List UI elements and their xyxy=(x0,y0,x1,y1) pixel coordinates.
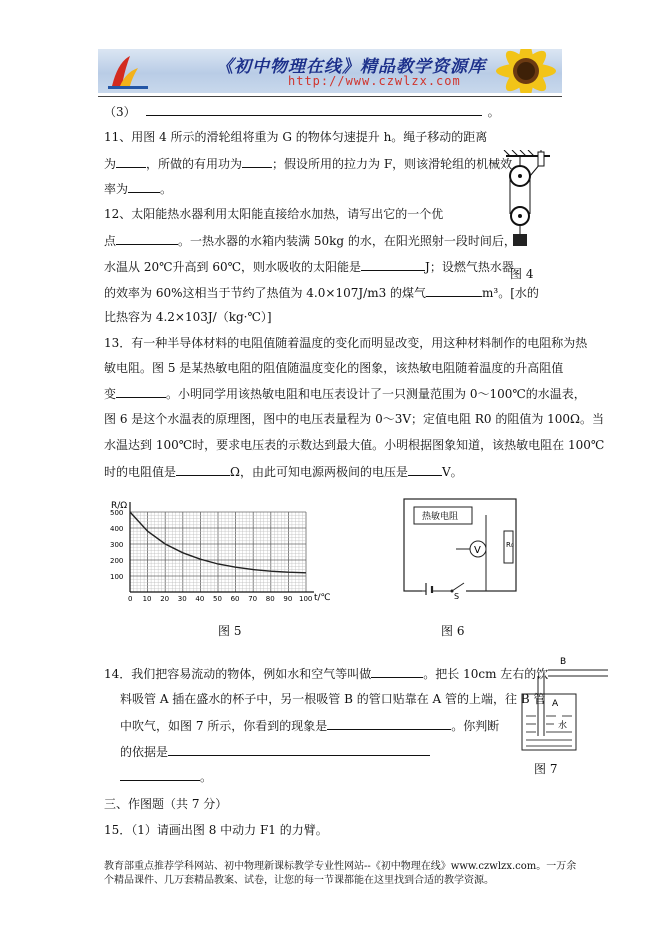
switch-label: S xyxy=(454,592,460,599)
x-tick-label: 20 xyxy=(160,595,170,603)
chart-grid xyxy=(130,512,306,592)
section3-heading: 三、作图题（共 7 分） xyxy=(104,797,228,811)
cup xyxy=(522,694,576,750)
q14-line5: 。 xyxy=(120,768,212,785)
q13-line5: 水温达到 100℃时，要求电压表的示数达到最大值。小明根据图象知道，该热敏电阻在 100℃ xyxy=(104,438,605,452)
header-banner xyxy=(98,49,562,93)
straw-b-label: B xyxy=(560,657,567,667)
x-tick-label: 30 xyxy=(177,595,187,603)
answer-blank[interactable] xyxy=(361,258,425,271)
thermistor-label: 热敏电阻 xyxy=(422,512,459,522)
q12-line2: 点 。一热水器的水箱内装满 50kg 的水，在阳光照射一段时间后， xyxy=(104,234,516,248)
x-axis-label: t/℃ xyxy=(314,593,331,603)
q13-line6: 时的电阻值是 Ω，由此可知电源两极间的电压是 V。 xyxy=(104,465,463,479)
q14-line1: 14．我们把容易流动的物体，例如水和空气等叫做 。把长 10cm 左右的饮 xyxy=(104,667,549,681)
answer-blank[interactable] xyxy=(371,665,423,678)
answer-blank[interactable] xyxy=(242,155,272,168)
q13-line3: 变 。小明同学用该热敏电阻和电压表设计了一只测量范围为 0～100℃的水温表， xyxy=(104,387,586,401)
x-tick-label: 60 xyxy=(230,595,240,603)
q14-line3: 中吹气，如图 7 所示，你看到的现象是 。你判断 xyxy=(120,719,500,733)
answer-blank[interactable] xyxy=(128,180,160,193)
answer-blank[interactable] xyxy=(408,463,442,476)
y-tick-label: 100 xyxy=(110,573,124,581)
answer-blank[interactable] xyxy=(168,743,430,756)
q13-line1: 13．有一种半导体材料的电阻值随着温度的变化而明显改变，用这种材料制作的电阻称为热 xyxy=(104,336,588,350)
x-tick-label: 40 xyxy=(195,595,205,603)
x-tick-label: 0 xyxy=(128,595,133,603)
voltmeter-label: V xyxy=(474,545,481,556)
answer-blank[interactable] xyxy=(146,103,482,116)
sunflower-icon xyxy=(474,49,562,93)
answer-blank[interactable] xyxy=(327,717,451,730)
header-rule xyxy=(98,96,562,97)
q14-line2: 料吸管 A 插在盛水的杯子中，另一根吸管 B 的管口贴靠在 A 管的上端，往 B 管 xyxy=(120,692,546,706)
fig6-circuit-diagram xyxy=(402,497,520,599)
x-tick-label: 50 xyxy=(213,595,222,603)
q13-line2: 敏电阻。图 5 是某热敏电阻的阻值随温度变化的图象，该热敏电阻随着温度的升高阻值 xyxy=(104,361,564,375)
site-logo-icon xyxy=(104,52,152,90)
q12-line1: 12、太阳能热水器利用太阳能直接给水加热，请写出它的一个优 xyxy=(104,207,444,221)
y-tick-label: 500 xyxy=(110,509,124,517)
q11-line2: 为 ，所做的有用功为 ；假设所用的拉力为 F，则该滑轮组的机械效 xyxy=(104,157,513,171)
q11-line1: 11、用图 4 所示的滑轮组将重为 G 的物体匀速提升 h。绳子移动的距离 xyxy=(104,130,488,144)
banner-title: 《初中物理在线》精品教学资源库 xyxy=(216,57,486,77)
q12-line4: 的效率为 60%这相当于节约了热值为 4.0×107J/m3 的煤气 m³。[水的 xyxy=(104,286,539,300)
straw-a-label: A xyxy=(552,699,559,709)
fig5-resistance-temperature-graph xyxy=(108,492,340,610)
answer-blank[interactable] xyxy=(116,155,146,168)
answer-blank[interactable] xyxy=(116,385,166,398)
footer-line2: 个精品课件、几万套精品教案、试卷，让您的每一节课都能在这里找到合适的教学资源。 xyxy=(104,875,494,886)
x-tick-label: 90 xyxy=(283,595,293,603)
fig4-caption: 图 4 xyxy=(510,267,534,281)
y-tick-label: 200 xyxy=(110,557,124,565)
footer-line1: 教育部重点推荐学科网站、初中物理新课标教学专业性网站--《初中物理在线》www.czwlzx.com。一万余 xyxy=(104,861,577,872)
q12-line3: 水温从 20℃升高到 60℃，则水吸收的太阳能是 J；设燃气热水器 xyxy=(104,260,514,274)
q11-line3: 率为 。 xyxy=(104,182,173,196)
y-tick-label: 400 xyxy=(110,525,124,533)
fig7-straw-cup-diagram xyxy=(518,654,610,754)
q13-line4: 图 6 是这个水温表的原理图，图中的电压表量程为 0～3V；定值电阻 R0 的阻值为 100Ω。当 xyxy=(104,412,604,426)
x-tick-label: 70 xyxy=(248,595,258,603)
x-tick-label: 80 xyxy=(265,595,275,603)
answer-blank[interactable] xyxy=(116,232,178,245)
r0-label: R₀ xyxy=(506,541,514,549)
fig5-caption: 图 5 xyxy=(218,624,242,638)
banner-url[interactable]: http://www.czwlzx.com xyxy=(288,74,461,88)
answer-blank[interactable] xyxy=(176,463,230,476)
answer-blank[interactable] xyxy=(426,284,482,297)
y-axis-label: R/Ω xyxy=(111,501,128,511)
q12-line5: 比热容为 4.2×103J/（kg·℃）] xyxy=(104,310,272,324)
water-label: 水 xyxy=(558,721,568,731)
q10-part3: （3） 。 xyxy=(104,105,500,119)
x-tick-label: 100 xyxy=(299,595,313,603)
q14-line4: 的依据是 xyxy=(120,743,430,760)
y-tick-label: 300 xyxy=(110,541,124,549)
fig7-caption: 图 7 xyxy=(534,762,558,776)
q15-line: 15．（1）请画出图 8 中动力 F1 的力臂。 xyxy=(104,823,328,837)
fig6-caption: 图 6 xyxy=(441,624,465,638)
answer-blank[interactable] xyxy=(120,768,200,781)
x-tick-label: 10 xyxy=(142,595,152,603)
